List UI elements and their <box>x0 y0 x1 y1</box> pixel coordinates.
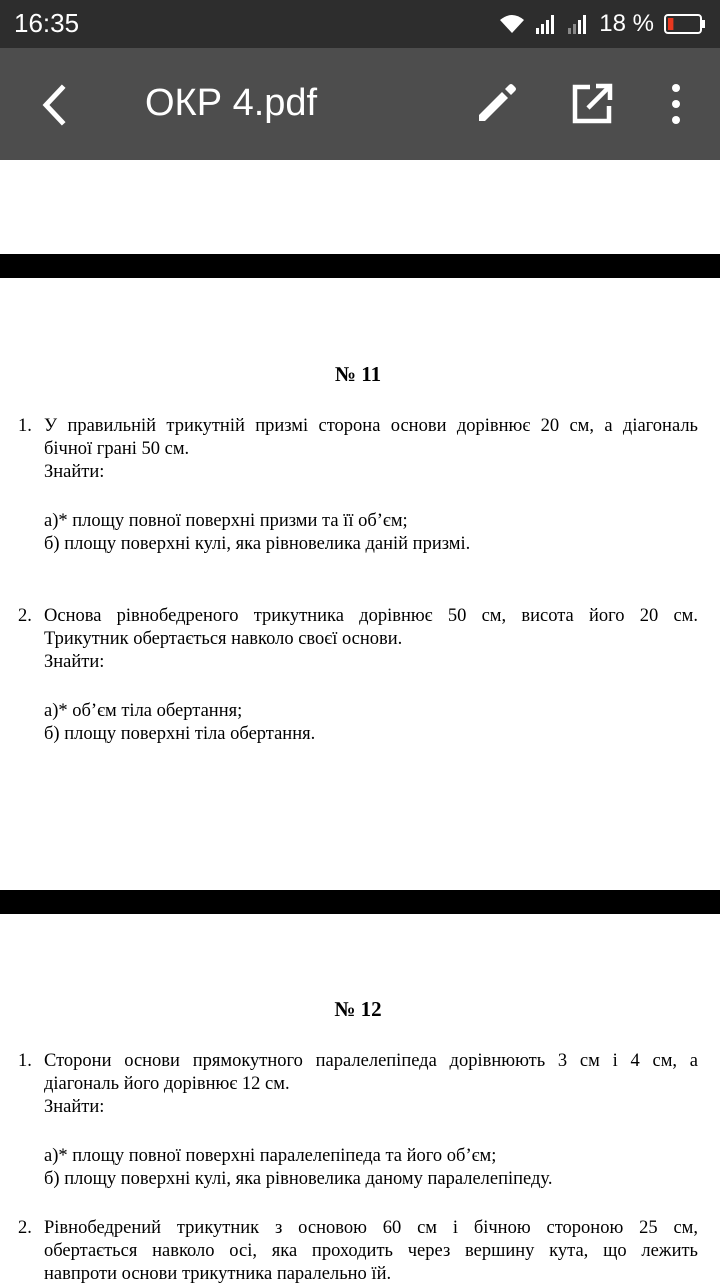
task-12-1 <box>18 1050 698 1119</box>
wifi-icon <box>499 13 525 35</box>
subitem-a: а)* площу повної поверхні паралелепіпеда та його об’єм; <box>44 1146 497 1166</box>
task-11-2-subitems <box>44 700 704 746</box>
task-text-line: обертається навколо осі, яка проходить через вершину кута, що лежить <box>44 1241 698 1261</box>
app-bar <box>0 48 720 160</box>
task-number: 1. <box>18 1051 32 1071</box>
document-title: ОКР 4.pdf <box>145 82 318 124</box>
task-text-line: Рівнобедрений трикутник з основою 60 см і бічною стороною 25 см, <box>44 1218 698 1238</box>
more-vert-icon <box>656 78 696 130</box>
task-text-line: У правильній трикутній призмі сторона основи дорівнює 20 см, а діагональ <box>44 416 698 436</box>
signal-icon <box>535 13 557 35</box>
subitem-b: б) площу поверхні кулі, яка рівновелика даній призмі. <box>44 534 471 554</box>
status-time: 16:35 <box>14 8 80 38</box>
battery-percent: 18 % <box>599 10 654 37</box>
page-separator <box>0 254 720 278</box>
task-11-1 <box>18 415 698 484</box>
task-number: 2. <box>18 1218 32 1238</box>
signal-icon-2 <box>567 13 589 35</box>
task-11-2 <box>18 605 698 674</box>
task-text-line: бічної грані 50 см. <box>44 439 190 459</box>
subitem-b: б) площу поверхні кулі, яка рівновелика даному паралелепіпеду. <box>44 1169 553 1189</box>
task-text-line: Сторони основи прямокутного паралелепіпеда дорівнюють 3 см і 4 см, а <box>44 1051 698 1071</box>
task-find-label: Знайти: <box>44 462 105 482</box>
open-external-icon <box>566 78 618 130</box>
more-options-button[interactable] <box>656 78 696 130</box>
open-external-button[interactable] <box>566 78 618 130</box>
edit-button[interactable] <box>470 78 522 130</box>
section-heading-11: № 11 <box>334 362 382 386</box>
task-find-label: Знайти: <box>44 652 105 672</box>
task-number: 2. <box>18 606 32 626</box>
battery-icon <box>664 13 706 35</box>
task-text-line: навпроти основи трикутника паралельно їй. <box>44 1264 392 1284</box>
subitem-b: б) площу поверхні тіла обертання. <box>44 724 316 744</box>
task-11-1-subitems <box>44 510 704 556</box>
section-heading-12: № 12 <box>334 997 382 1021</box>
status-icons <box>499 8 706 40</box>
task-12-1-subitems <box>44 1145 704 1191</box>
task-number: 1. <box>18 416 32 436</box>
status-bar <box>0 0 720 48</box>
arrow-back-icon <box>30 80 80 130</box>
task-find-label: Знайти: <box>44 1097 105 1117</box>
task-text-line: Трикутник обертається навколо своєї основи. <box>44 629 403 649</box>
subitem-a: а)* об’єм тіла обертання; <box>44 701 243 721</box>
task-text-line: Основа рівнобедреного трикутника дорівнює 50 см, висота його 20 см. <box>44 606 698 626</box>
back-button[interactable] <box>30 80 80 130</box>
task-12-2 <box>18 1217 698 1286</box>
subitem-a: а)* площу повної поверхні призми та її об’єм; <box>44 511 408 531</box>
pencil-icon <box>470 78 522 130</box>
task-text-line: діагональ його дорівнює 12 см. <box>44 1074 290 1094</box>
page-separator <box>0 890 720 914</box>
